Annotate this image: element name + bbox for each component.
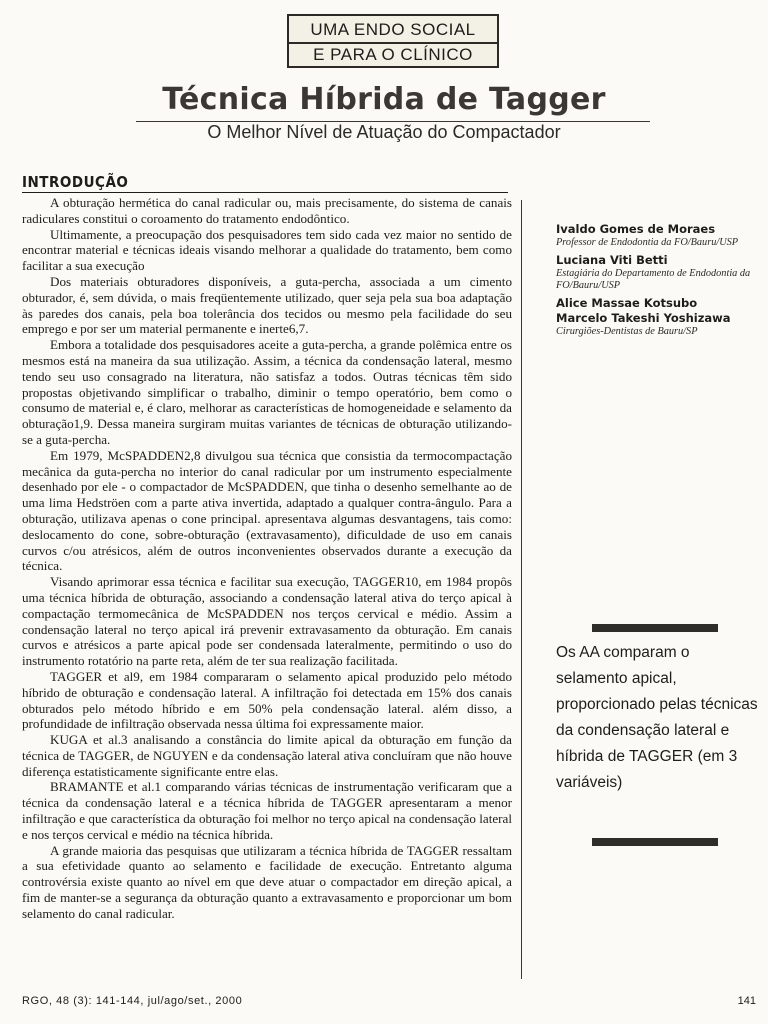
author-entry [556, 311, 756, 338]
body-text [22, 195, 512, 922]
journal-citation: RGO, 48 (3): 141-144, jul/ago/set., 2000 [22, 995, 243, 1007]
article-subtitle: O Melhor Nível de Atuação do Compactador [207, 122, 561, 142]
paragraph: Em 1979, McSPADDEN2,8 divulgou sua técnica que consistia da termocompactação mecânica da guta-percha no interior do canal radicular por um instrumento especialmente desenhado por ele - o compactador de McSPADDEN, que tinha o desenho semelhante ao de uma lima Hedströen com a parte ativa invertida, adaptado a qualquer contra-ângulo. Para a obturação, utilizava apenas o cone principal. apresentava algumas desvantagens, tais como: deslocamento do cone, sobre-obturação (extravasamento), dificuldade de uso em canais curvos c/ou atrésicos, além de outros inconvenientes observados durante a execução da técnica. [22, 447, 512, 574]
author-name: Marcelo Takeshi Yoshizawa [556, 311, 731, 325]
pull-quote-top-bar [592, 624, 718, 632]
section-label-line2: E PARA O CLÍNICO [313, 45, 473, 64]
author-affiliation: Estagiária do Departamento de Endodontia da FO/Bauru/USP [556, 268, 751, 291]
pull-quote-bottom-bar [592, 838, 718, 846]
paragraph: Ultimamente, a preocupação dos pesquisadores tem sido cada vez maior no sentido de encontrar material e técnicas ideais visando melhorar a qualidade do tratamento, bem como facilitar a sua execução [22, 226, 512, 274]
author-affiliation: Professor de Endodontia da FO/Bauru/USP [556, 237, 739, 248]
column-divider [521, 200, 522, 979]
article-title: Técnica Híbrida de Tagger [162, 82, 606, 117]
paragraph: BRAMANTE et al.1 comparando várias técnicas de instrumentação verificaram que a técnica da condensação lateral e a técnica híbrida de TAGGER apresentaram a menor infiltração e que característica da obturação foi melhor no terço apical na condensação lateral e nos terços cervical e médio na técnica híbrida. [22, 779, 512, 842]
author-name: Ivaldo Gomes de Moraes [556, 222, 716, 236]
page-number: 141 [737, 995, 756, 1007]
paragraph: A obturação hermética do canal radicular ou, mais precisamente, do sistema de canais radiculares constitui o coroamento do tratamento endodôntico. [22, 195, 512, 226]
paragraph: Visando aprimorar essa técnica e facilitar sua execução, TAGGER10, em 1984 propôs uma técnica híbrida de obturação, associando a condensação lateral ativa do terço apical à compactação termomecânica de McSPADDEN nos terços cervical e médio. Assim a condensação lateral no terço apical irá prevenir extravasamento da obturação. Em canais curvos e atrésicos a parte apical pode ser condensada lateralmente, permitindo o uso do instrumento rotatório na parte reta, além de ter sua realização facilitada. [22, 574, 512, 669]
section-heading-rule [22, 192, 508, 193]
paragraph: KUGA et al.3 analisando a constância do limite apical da obturação em função da técnica de TAGGER, de NGUYEN e da condensação lateral ativa concluíram que não houve diferença estatisticamente significante entre elas. [22, 732, 512, 779]
author-entry [556, 296, 756, 311]
author-name: Alice Massae Kotsubo [556, 296, 698, 310]
author-name: Luciana Viti Betti [556, 253, 668, 267]
paragraph: Dos materiais obturadores disponíveis, a guta-percha, associada a um cimento obturador, é, sem dúvida, o mais freqüentemente utilizado, quer seja pela sua boa adaptação às paredes dos canais, pela boa tolerância dos tecidos ou mesmo pela facilidade do seu emprego e por ser um material permanente e inerte6,7. [22, 273, 512, 337]
section-label-box [287, 14, 499, 68]
author-block [556, 222, 756, 342]
section-label-line1: UMA ENDO SOCIAL [289, 18, 497, 44]
pull-quote: Os AA comparam o selamento apical, proporcionado pelas técnicas da condensação lateral e híbrida de TAGGER (em 3 variáveis) [556, 644, 758, 791]
section-heading: INTRODUÇÃO [22, 173, 129, 191]
paragraph: Embora a totalidade dos pesquisadores aceite a guta-percha, a grande polêmica entre os mesmos está na maneira da sua utilização. Assim, a técnica da condensação lateral, mesmo tendo seu uso consagrado na literatura, não satisfaz a todos. Outras técnicas têm sido propostas objetivando simplificar o trabalho, diminir o tempo operatório, bem como o consumo de material e, é claro, melhorar as características de homogeneidade e selamento da obturação1,9. Dessa maneira surgiram muitas variantes de técnicas de obturação utilizando-se a guta-percha. [22, 337, 512, 447]
paragraph: A grande maioria das pesquisas que utilizaram a técnica híbrida de TAGGER ressaltam a sua efetividade quanto ao selamento e facilidade de execução. Entretanto alguma controvérsia existe quanto ao nível em que deve atuar o compactador em direção apical, a fim de manter-se a segurança da obturação quanto a extravasamento e proporcionar um bom selamento do canal radicular. [22, 842, 512, 921]
paragraph: TAGGER et al9, em 1984 compararam o selamento apical produzido pelo método híbrido de obturação e condensação lateral. A infiltração foi detectada em 15% dos canais obturados pelo método híbrido e em 50% pela condensação lateral. além disso, a profundidade de infiltração observada nessa última foi expressamente maior. [22, 668, 512, 732]
author-affiliation: Cirurgiões-Dentistas de Bauru/SP [556, 326, 698, 337]
author-entry [556, 222, 756, 249]
author-entry [556, 253, 756, 292]
